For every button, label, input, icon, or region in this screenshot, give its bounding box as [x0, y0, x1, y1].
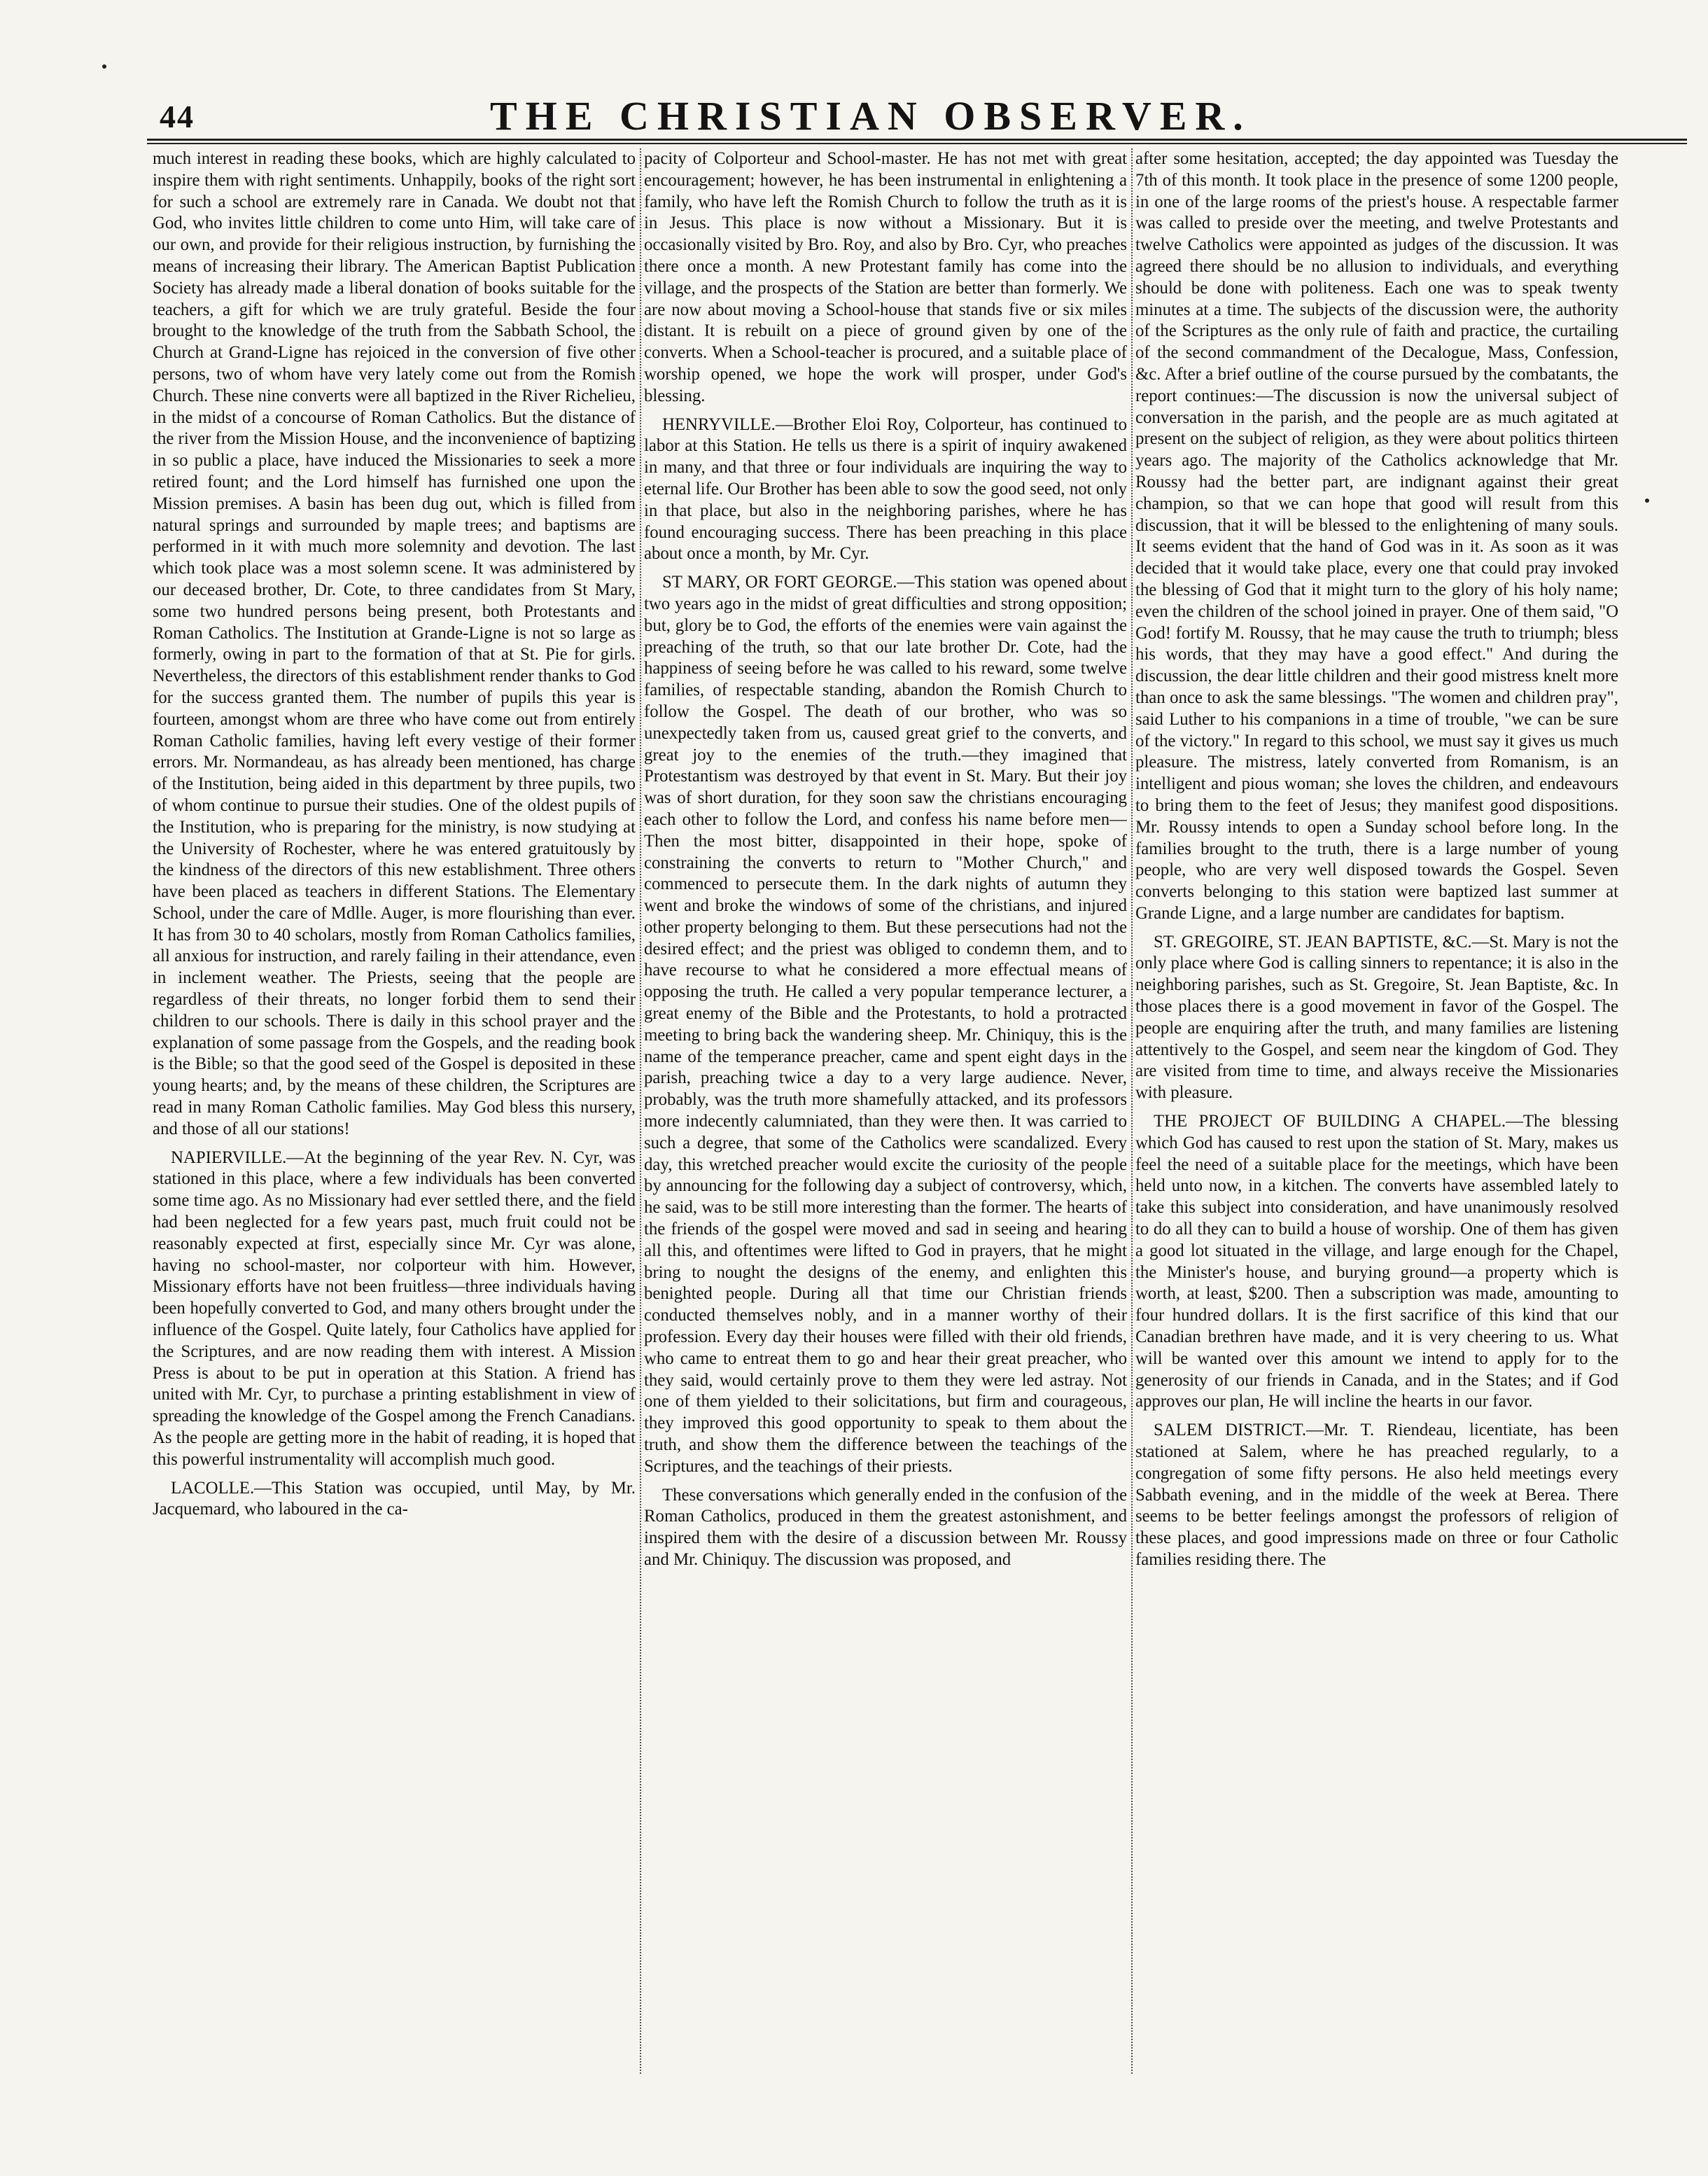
text-column-2: [644, 148, 1127, 2081]
header-rule: [147, 139, 1687, 144]
paragraph: ST. GREGOIRE, ST. JEAN BAPTISTE, &C.—St. Mary is not the only place where God is calling sinners to repentance; it is also in the neighboring parishes, such as St. Gregoire, St. Jean Baptiste, &c. In those places there is a good movement in favor of the Gospel. The people are enquiring after the truth, and many families are listening attentively to the Gospel, and seem near the kingdom of God. They are visited from time to time, and always receive the Missionaries with pleasure.: [1135, 932, 1618, 1103]
paragraph: NAPIERVILLE.—At the beginning of the year Rev. N. Cyr, was stationed in this place, where a few individuals has been converted some time ago. As no Missionary had ever settled there, and the field had been neglected for a few years past, much fruit could not be reasonably expected at first, especially since Mr. Cyr was alone, having no school-master, nor colporteur with him. However, Missionary efforts have not been fruitless—three individuals having been hopefully converted to God, and many others brought under the influence of the Gospel. Quite lately, four Catholics have applied for the Scriptures, and are now reading them with interest. A Mission Press is about to be put in operation at this Station. A friend has united with Mr. Cyr, to purchase a printing establishment in view of spreading the knowledge of the Gospel among the French Canadians. As the people are getting more in the habit of reading, it is hoped that this powerful instrumentality will accomplish much good.: [153, 1148, 636, 1469]
column-divider: [640, 148, 641, 2074]
ink-speck: [1645, 498, 1649, 503]
paragraph: after some hesitation, accepted; the day appointed was Tuesday the 7th of this month. It took place in the presence of some 1200 people, in one of the large rooms of the priest's house. A respectable farmer was called to preside over the meeting, and twelve Protestants and twelve Catholics were appointed as judges of the discussion. It was agreed there should be no allusion to individuals, and everything should be done with politeness. Each one was to speak twenty minutes at a time. The subjects of the discussion were, the authority of the Scriptures as the only rule of faith and practice, the curtailing of the second commandment of the Decalogue, Mass, Confession, &c. After a brief outline of the course pursued by the combatants, the report continues:—The discussion is now the universal subject of conversation in the parish, and the people are as much agitated at present on the subject of religion, as they were about politics thirteen years ago. The majority of the Catholics acknowledge that Mr. Roussy had the better part, are indignant against their great champion, so that we can hope that good will result from this discussion, that it will be blessed to the enlightening of many souls. It seems evident that the hand of God was in it. As soon as it was decided that it would take place, every one that could pray invoked the blessing of God that it might turn to the glory of his holy name; even the children of the school joined in prayer. One of them said, "O God! fortify M. Roussy, that he may cause the truth to triumph; bless his words, that they may have a good effect." And during the discussion, the dear little children and their good mistress knelt more than once to ask the same blessings. "The women and children pray", said Luther to his companions in a time of trouble, "we can be sure of the victory." In regard to this school, we must say it gives us much pleasure. The mistress, lately converted from Romanism, is an intelligent and pious woman; she loves the children, and endeavours to bring them to the feet of Jesus; they manifest good dispositions. Mr. Roussy intends to open a Sunday school before long. In the families brought to the truth, there is a large number of young people, who are very well disposed towards the Gospel. Seven converts belonging to this station were baptized last summer at Grande Ligne, and a large number are candidates for baptism.: [1135, 149, 1618, 923]
paragraph: much interest in reading these books, which are highly calculated to inspire them with right sentiments. Unhappily, books of the right sort for such a school are extremely rare in Canada. We doubt not that God, who invites little children to come unto Him, will take care of our own, and provide for their religious instruction, by furnishing the means of increasing their library. The American Baptist Publication Society has already made a liberal donation of books suitable for the teachers, a gift for which we are truly grateful. Beside the four brought to the knowledge of the truth from the Sabbath School, the Church at Grand-Ligne has rejoiced in the conversion of five other persons, two of whom have very lately come out from the Romish Church. These nine converts were all baptized in the River Richelieu, in the midst of a concourse of Roman Catholics. But the distance of the river from the Mission House, and the inconvenience of baptizing in so public a place, have induced the Missionaries to seek a more retired fount; and the Lord himself has furnished one upon the Mission premises. A basin has been dug out, which is filled from natural springs and surrounded by maple trees; and baptisms are performed in it with much more solemnity and devotion. The last which took place was a most solemn scene. It was administered by our deceased brother, Dr. Cote, to three candidates from St Mary, some two hundred persons being present, both Protestants and Roman Catholics. The Institution at Grande-Ligne is not so large as formerly, owing in part to the formation of that at St. Pie for girls. Nevertheless, the directors of this establishment render thanks to God for the success granted them. The number of pupils this year is fourteen, amongst whom are three who have come out from entirely Roman Catholic families, having left every vestige of their former errors. Mr. Normandeau, as has already been mentioned, has charge of the Institution, being aided in this department by three pupils, two of whom continue to pursue their studies. One of the oldest pupils of the Institution, who is preparing for the ministry, is now studying at the University of Rochester, where he was entered gratuitously by the kindness of the directors of this new establishment. Three others have been placed as teachers in different Stations. The Elementary School, under the care of Mdlle. Auger, is more flourishing than ever. It has from 30 to 40 scholars, mostly from Roman Catholics families, all anxious for instruction, and rarely failing in their attendance, even in inclement weather. The Priests, seeing that the people are regardless of their threats, no longer forbid them to send their children to our schools. There is daily in this school prayer and the explanation of some passage from the Gospels, and the reading book is the Bible; so that the good seed of the Gospel is deposited in these young hearts; and, by the means of these children, the Scriptures are read in many Roman Catholic families. May God bless this nursery, and those of all our stations!: [153, 149, 636, 1138]
paragraph: ST MARY, OR FORT GEORGE.—This station was opened about two years ago in the midst of great difficulties and strong opposition; but, glory be to God, the efforts of the enemies were vain against the preaching of the truth, so that our late brother Dr. Cote, had the happiness of seeing before he was called to his reward, some twelve families, of respectable standing, abandon the Romish Church to follow the Gospel. The death of our brother, who was so unexpectedly taken from us, caused great grief to the converts, and great joy to the enemies of the truth.—they imagined that Protestantism was destroyed by that event in St. Mary. But their joy was of short duration, for they soon saw the christians encouraging each other to follow the Lord, and confess his name before men—Then the most bitter, disappointed in their hope, spoke of constraining the converts to return to "Mother Church," and commenced to persecute them. In the dark nights of autumn they went and broke the windows of some of the christians, and injured other property belonging to them. But these persecutions had not the desired effect; and the priest was obliged to condemn them, and to have recourse to what he considered a more effectual means of opposing the truth. He called a very popular temperance lecturer, a great enemy of the Bible and the Protestants, to hold a protracted meeting to bring back the wandering sheep. Mr. Chiniquy, this is the name of the temperance preacher, came and spent eight days in the parish, preaching twice a day to a very large audience. Never, probably, was the truth more shamefully attacked, and its professors more indecently calumniated, than they were then. It was carried to such a degree, that some of the Catholics were scandalized. Every day, this wretched preacher would excite the curiosity of the people by announcing for the following day a subject of controversy, which, he said, was to be still more interesting than the former. The hearts of the friends of the gospel were moved and sad in seeing and hearing all this, and oftentimes were lifted to God in prayers, that he might bring to nought the designs of the enemy, and enlighten this benighted people. During all that time our Christian friends conducted themselves nobly, and in a manner worthy of their profession. Every day their houses were filled with their old friends, who came to entreat them to go and hear their great preacher, who they said, would certainly prove to them they were led astray. Not one of them yielded to their solicitations, but firm and courageous, they improved this good opportunity to speak to them about the truth, and show them the difference between the teachings of the Scriptures, and the teachings of their priests.: [644, 573, 1127, 1476]
paragraph: LACOLLE.—This Station was occupied, until May, by Mr. Jacquemard, who laboured in the ca-: [153, 1478, 636, 1519]
column-divider: [1131, 148, 1133, 2074]
running-title: THE CHRISTIAN OBSERVER.: [490, 93, 1252, 139]
text-column-3: [1135, 148, 1618, 2081]
text-column-1: [153, 148, 636, 2081]
paragraph: pacity of Colporteur and School-master. He has not met with great encouragement; however, he has been instrumental in enlightening a family, who have left the Romish Church to follow the truth as it is in Jesus. This place is now without a Missionary. But it is occasionally visited by Bro. Roy, and also by Bro. Cyr, who preaches there once a month. A new Protestant family has come into the village, and the prospects of the Station are better than formerly. We are now about moving a School-house that stands five or six miles distant. It is rebuilt on a piece of ground given by one of the converts. When a School-teacher is procured, and a suitable place of worship opened, we hope the work will prosper, under God's blessing.: [644, 149, 1127, 405]
paragraph: THE PROJECT OF BUILDING A CHAPEL.—The blessing which God has caused to rest upon the station of St. Mary, makes us feel the need of a suitable place for the meetings, which have been held unto now, in a kitchen. The converts have assembled lately to take this subject into consideration, and have unanimously resolved to do all they can to build a house of worship. One of them has given a good lot situated in the village, and large enough for the Chapel, the Minister's house, and burying ground—a property which is worth, at least, $200. Then a subscription was made, amounting to four hundred dollars. It is the first sacrifice of this kind that our Canadian brethren have made, and it is very cheering to us. What will be wanted over this amount we intend to apply for to the generosity of our friends in Canada, and in the States; and if God approves our plan, He will incline the hearts in our favor.: [1135, 1112, 1618, 1411]
paragraph: SALEM DISTRICT.—Mr. T. Riendeau, licentiate, has been stationed at Salem, where he has preached regularly, to a congregation of some fifty persons. He also held meetings every Sabbath evening, and in the middle of the week at Berea. There seems to be better feelings amongst the professors of religion of these places, and good impressions made on three or four Catholic families residing there. The: [1135, 1421, 1618, 1569]
paragraph: HENRYVILLE.—Brother Eloi Roy, Colporteur, has continued to labor at this Station. He tells us there is a spirit of inquiry awakened in many, and that three or four individuals are inquiring the way to eternal life. Our Brother has been able to sow the good seed, not only in that place, but also in the neighboring parishes, where he has found encouraging success. There has been preaching in this place about once a month, by Mr. Cyr.: [644, 414, 1127, 564]
paragraph: These conversations which generally ended in the confusion of the Roman Catholics, produced in them the greatest astonishment, and inspired them with the desire of a discussion between Mr. Roussy and Mr. Chiniquy. The discussion was proposed, and: [644, 1485, 1127, 1569]
ink-speck: [102, 64, 106, 69]
page-number: 44: [160, 99, 195, 134]
